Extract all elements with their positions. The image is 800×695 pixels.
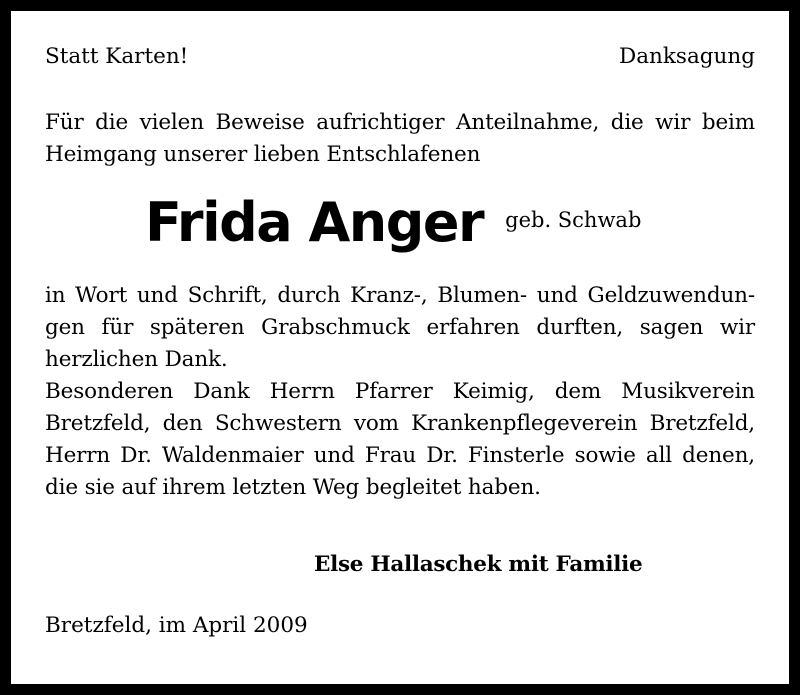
intro-line: Heimgang unserer lieben Entschlafenen bbox=[45, 142, 481, 167]
obituary-notice bbox=[11, 11, 789, 684]
thanks-line: gen für späteren Grabschmuck erfahren durften, sagen wir bbox=[45, 315, 755, 340]
thanks-line: herzlichen Dank. bbox=[45, 347, 228, 372]
thanks-line: in Wort und Schrift, durch Kranz-, Blumen- und Geldzuwendun- bbox=[45, 283, 755, 308]
intro-paragraph bbox=[45, 107, 755, 171]
deceased-maiden-name: geb. Schwab bbox=[505, 208, 642, 232]
special-thanks-line: Bretzfeld, den Schwestern vom Krankenpflegeverein Bretzfeld, bbox=[45, 411, 755, 436]
special-thanks-line: die sie auf ihrem letzten Weg begleitet haben. bbox=[45, 475, 541, 500]
signature: Else Hallaschek mit Familie bbox=[314, 552, 643, 577]
intro-line: Für die vielen Beweise aufrichtiger Anteilnahme, die wir beim bbox=[45, 110, 755, 135]
deceased-name-row bbox=[145, 191, 641, 254]
deceased-name: Frida Anger bbox=[145, 191, 484, 254]
header-row bbox=[45, 41, 755, 73]
thanks-paragraph bbox=[45, 280, 755, 504]
special-thanks-line: Herrn Dr. Waldenmaier und Frau Dr. Finsterle sowie all denen, bbox=[45, 443, 755, 468]
special-thanks-line: Besonderen Dank Herrn Pfarrer Keimig, dem Musikverein bbox=[45, 379, 755, 404]
header-left-text: Statt Karten! bbox=[45, 44, 189, 69]
header-right-text: Danksagung bbox=[618, 44, 755, 69]
place-date: Bretzfeld, im April 2009 bbox=[45, 613, 308, 638]
